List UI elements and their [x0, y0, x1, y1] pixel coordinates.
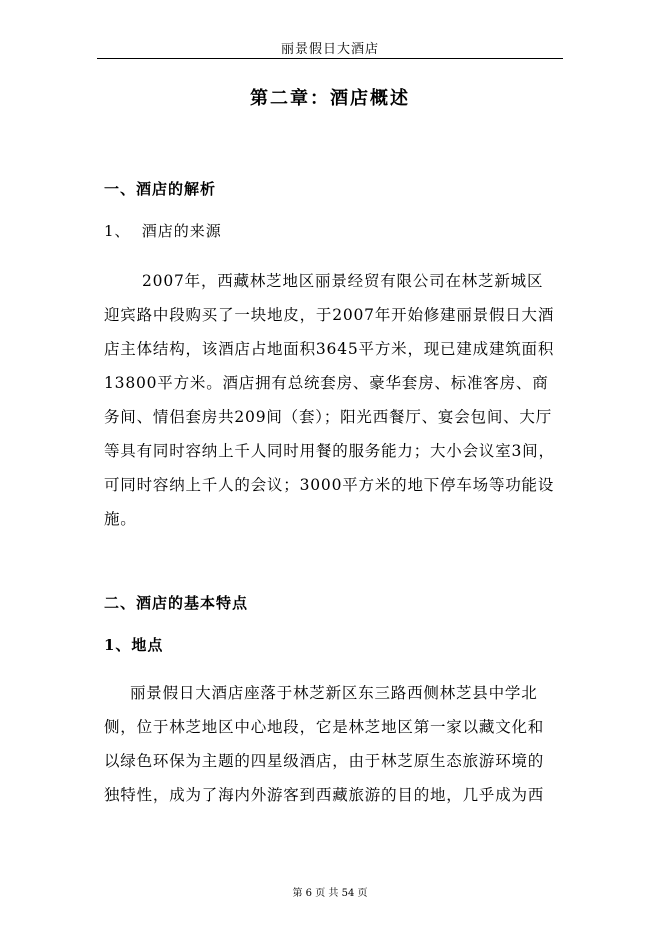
paragraph-line: 13800平方米。酒店拥有总统套房、豪华套房、标准客房、商 [104, 374, 549, 392]
section-heading-1: 一、酒店的解析 [104, 180, 217, 198]
paragraph-line: 丽景假日大酒店座落于林芝新区东三路西侧林芝县中学北 [130, 684, 538, 702]
page-number-footer: 第 6 页 共 54 页 [292, 888, 368, 899]
paragraph-line: 务间、情侣套房共209间（套）；阳光西餐厅、宴会包间、大厅 [104, 408, 553, 426]
paragraph-line: 店主体结构，该酒店占地面积3645平方米，现已建成建筑面积 [104, 340, 555, 358]
subsection-title: 酒店的来源 [141, 222, 222, 240]
chapter-title: 第二章：酒店概述 [250, 88, 410, 109]
subsection-heading-1-1 [104, 220, 222, 241]
subsection-number: 1、 [104, 222, 131, 240]
paragraph-line: 以绿色环保为主题的四星级酒店，由于林芝原生态旅游环境的 [104, 752, 545, 770]
paragraph-location [104, 676, 556, 812]
subsection-heading-2-1: 1、地点 [104, 636, 164, 654]
paragraph-line: 施。 [104, 510, 137, 528]
paragraph-line: 迎宾路中段购买了一块地皮，于2007年开始修建丽景假日大酒 [104, 306, 555, 324]
paragraph-line: 独特性，成为了海内外游客到西藏旅游的目的地，几乎成为西 [104, 786, 545, 804]
paragraph-line: 可同时容纳上千人的会议；3000平方米的地下停车场等功能设 [104, 476, 555, 494]
section-heading-2: 二、酒店的基本特点 [104, 594, 249, 612]
header-divider [97, 58, 563, 59]
running-header: 丽景假日大酒店 [280, 42, 379, 57]
paragraph-line: 等具有同时容纳上千人同时用餐的服务能力；大小会议室3间， [104, 442, 555, 460]
paragraph-line: 侧，位于林芝地区中心地段，它是林芝地区第一家以藏文化和 [104, 718, 545, 736]
paragraph-line: 2007年，西藏林芝地区丽景经贸有限公司在林芝新城区 [142, 272, 544, 290]
paragraph-hotel-origin [104, 264, 556, 536]
